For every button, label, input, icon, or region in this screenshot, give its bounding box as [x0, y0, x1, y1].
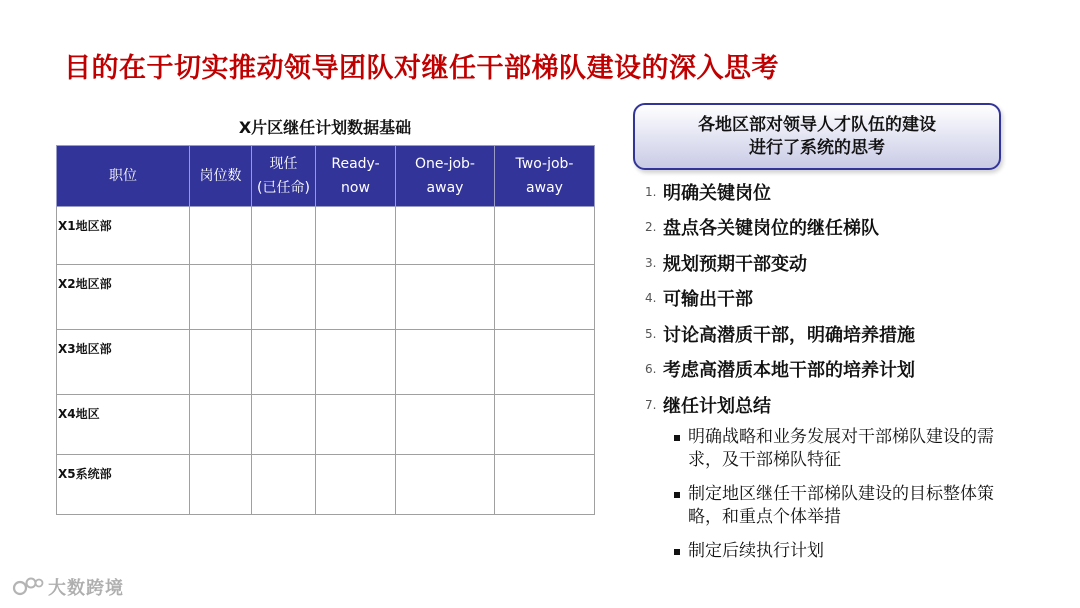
table-cell — [316, 455, 396, 515]
table-header-row — [57, 146, 595, 207]
step-text: 讨论高潜质干部，明确培养措施 — [663, 324, 915, 346]
header-ready-now: Ready- now — [316, 146, 396, 207]
list-item — [645, 387, 1045, 423]
table-cell — [252, 265, 316, 330]
list-item — [674, 540, 1004, 563]
table-row — [57, 207, 595, 265]
table-cell — [396, 265, 495, 330]
square-bullet-icon — [674, 435, 680, 441]
table-cell — [396, 207, 495, 265]
summary-sub-list — [674, 426, 1004, 574]
table-cell — [495, 455, 595, 515]
table-caption: X片区继任计划数据基础 — [238, 118, 412, 137]
header-two-job-away: Two-job- away — [495, 146, 595, 207]
table-cell — [495, 265, 595, 330]
table-cell — [316, 265, 396, 330]
table-cell — [495, 395, 595, 455]
step-number: 5. — [645, 326, 657, 341]
table-cell — [316, 395, 396, 455]
table-cell — [252, 330, 316, 395]
step-number: 7. — [645, 397, 657, 412]
table-row — [57, 330, 595, 395]
table-cell — [252, 395, 316, 455]
row-label: X2地区部 — [57, 265, 190, 330]
list-item — [645, 316, 1045, 352]
sub-item-text: 明确战略和业务发展对干部梯队建设的需求，及干部梯队特征 — [688, 427, 994, 470]
step-text: 规划预期干部变动 — [663, 253, 807, 275]
row-label: X4地区 — [57, 395, 190, 455]
table-cell — [190, 455, 252, 515]
table-cell — [396, 330, 495, 395]
header-position: 职位 — [57, 146, 190, 207]
table-cell — [495, 207, 595, 265]
row-label: X1地区部 — [57, 207, 190, 265]
sub-item-text: 制定后续执行计划 — [688, 541, 824, 561]
step-number: 6. — [645, 362, 657, 377]
step-text: 继任计划总结 — [663, 395, 771, 417]
table-row — [57, 455, 595, 515]
table-cell — [316, 207, 396, 265]
table-cell — [190, 330, 252, 395]
step-number: 1. — [645, 184, 657, 199]
list-item — [645, 352, 1045, 388]
list-item — [645, 245, 1045, 281]
table-cell — [190, 395, 252, 455]
row-label: X3地区部 — [57, 330, 190, 395]
row-label: X5系统部 — [57, 455, 190, 515]
table-cell — [190, 265, 252, 330]
header-post-count: 岗位数 — [190, 146, 252, 207]
square-bullet-icon — [674, 549, 680, 555]
list-item — [645, 210, 1045, 246]
list-item — [674, 426, 1004, 472]
watermark-logo-icon — [12, 576, 44, 598]
table-cell — [396, 455, 495, 515]
watermark-text: 大数跨境 — [48, 578, 124, 599]
table-row — [57, 395, 595, 455]
list-item — [645, 174, 1045, 210]
list-item — [645, 281, 1045, 317]
steps-list — [645, 174, 1045, 423]
table-cell — [190, 207, 252, 265]
step-text: 考虑高潜质本地干部的培养计划 — [663, 360, 915, 382]
table-cell — [495, 330, 595, 395]
step-number: 4. — [645, 291, 657, 306]
table-cell — [252, 455, 316, 515]
callout-box — [633, 103, 1001, 170]
succession-plan-table — [56, 145, 595, 515]
step-text: 盘点各关键岗位的继任梯队 — [663, 218, 879, 240]
watermark — [12, 574, 124, 600]
step-number: 3. — [645, 255, 657, 270]
sub-item-text: 制定地区继任干部梯队建设的目标整体策略，和重点个体举措 — [688, 484, 994, 527]
header-incumbent: 现任 (已任命) — [252, 146, 316, 207]
table-cell — [252, 207, 316, 265]
header-one-job-away: One-job- away — [396, 146, 495, 207]
step-text: 可输出干部 — [663, 289, 753, 311]
table-row — [57, 265, 595, 330]
step-text: 明确关键岗位 — [663, 182, 771, 204]
page-title: 目的在于切实推动领导团队对继任干部梯队建设的深入思考 — [64, 53, 779, 84]
list-item — [674, 483, 1004, 529]
step-number: 2. — [645, 220, 657, 235]
table-cell — [316, 330, 396, 395]
table-cell — [396, 395, 495, 455]
square-bullet-icon — [674, 492, 680, 498]
callout-text: 各地区部对领导人才队伍的建设 进行了系统的思考 — [698, 114, 936, 158]
